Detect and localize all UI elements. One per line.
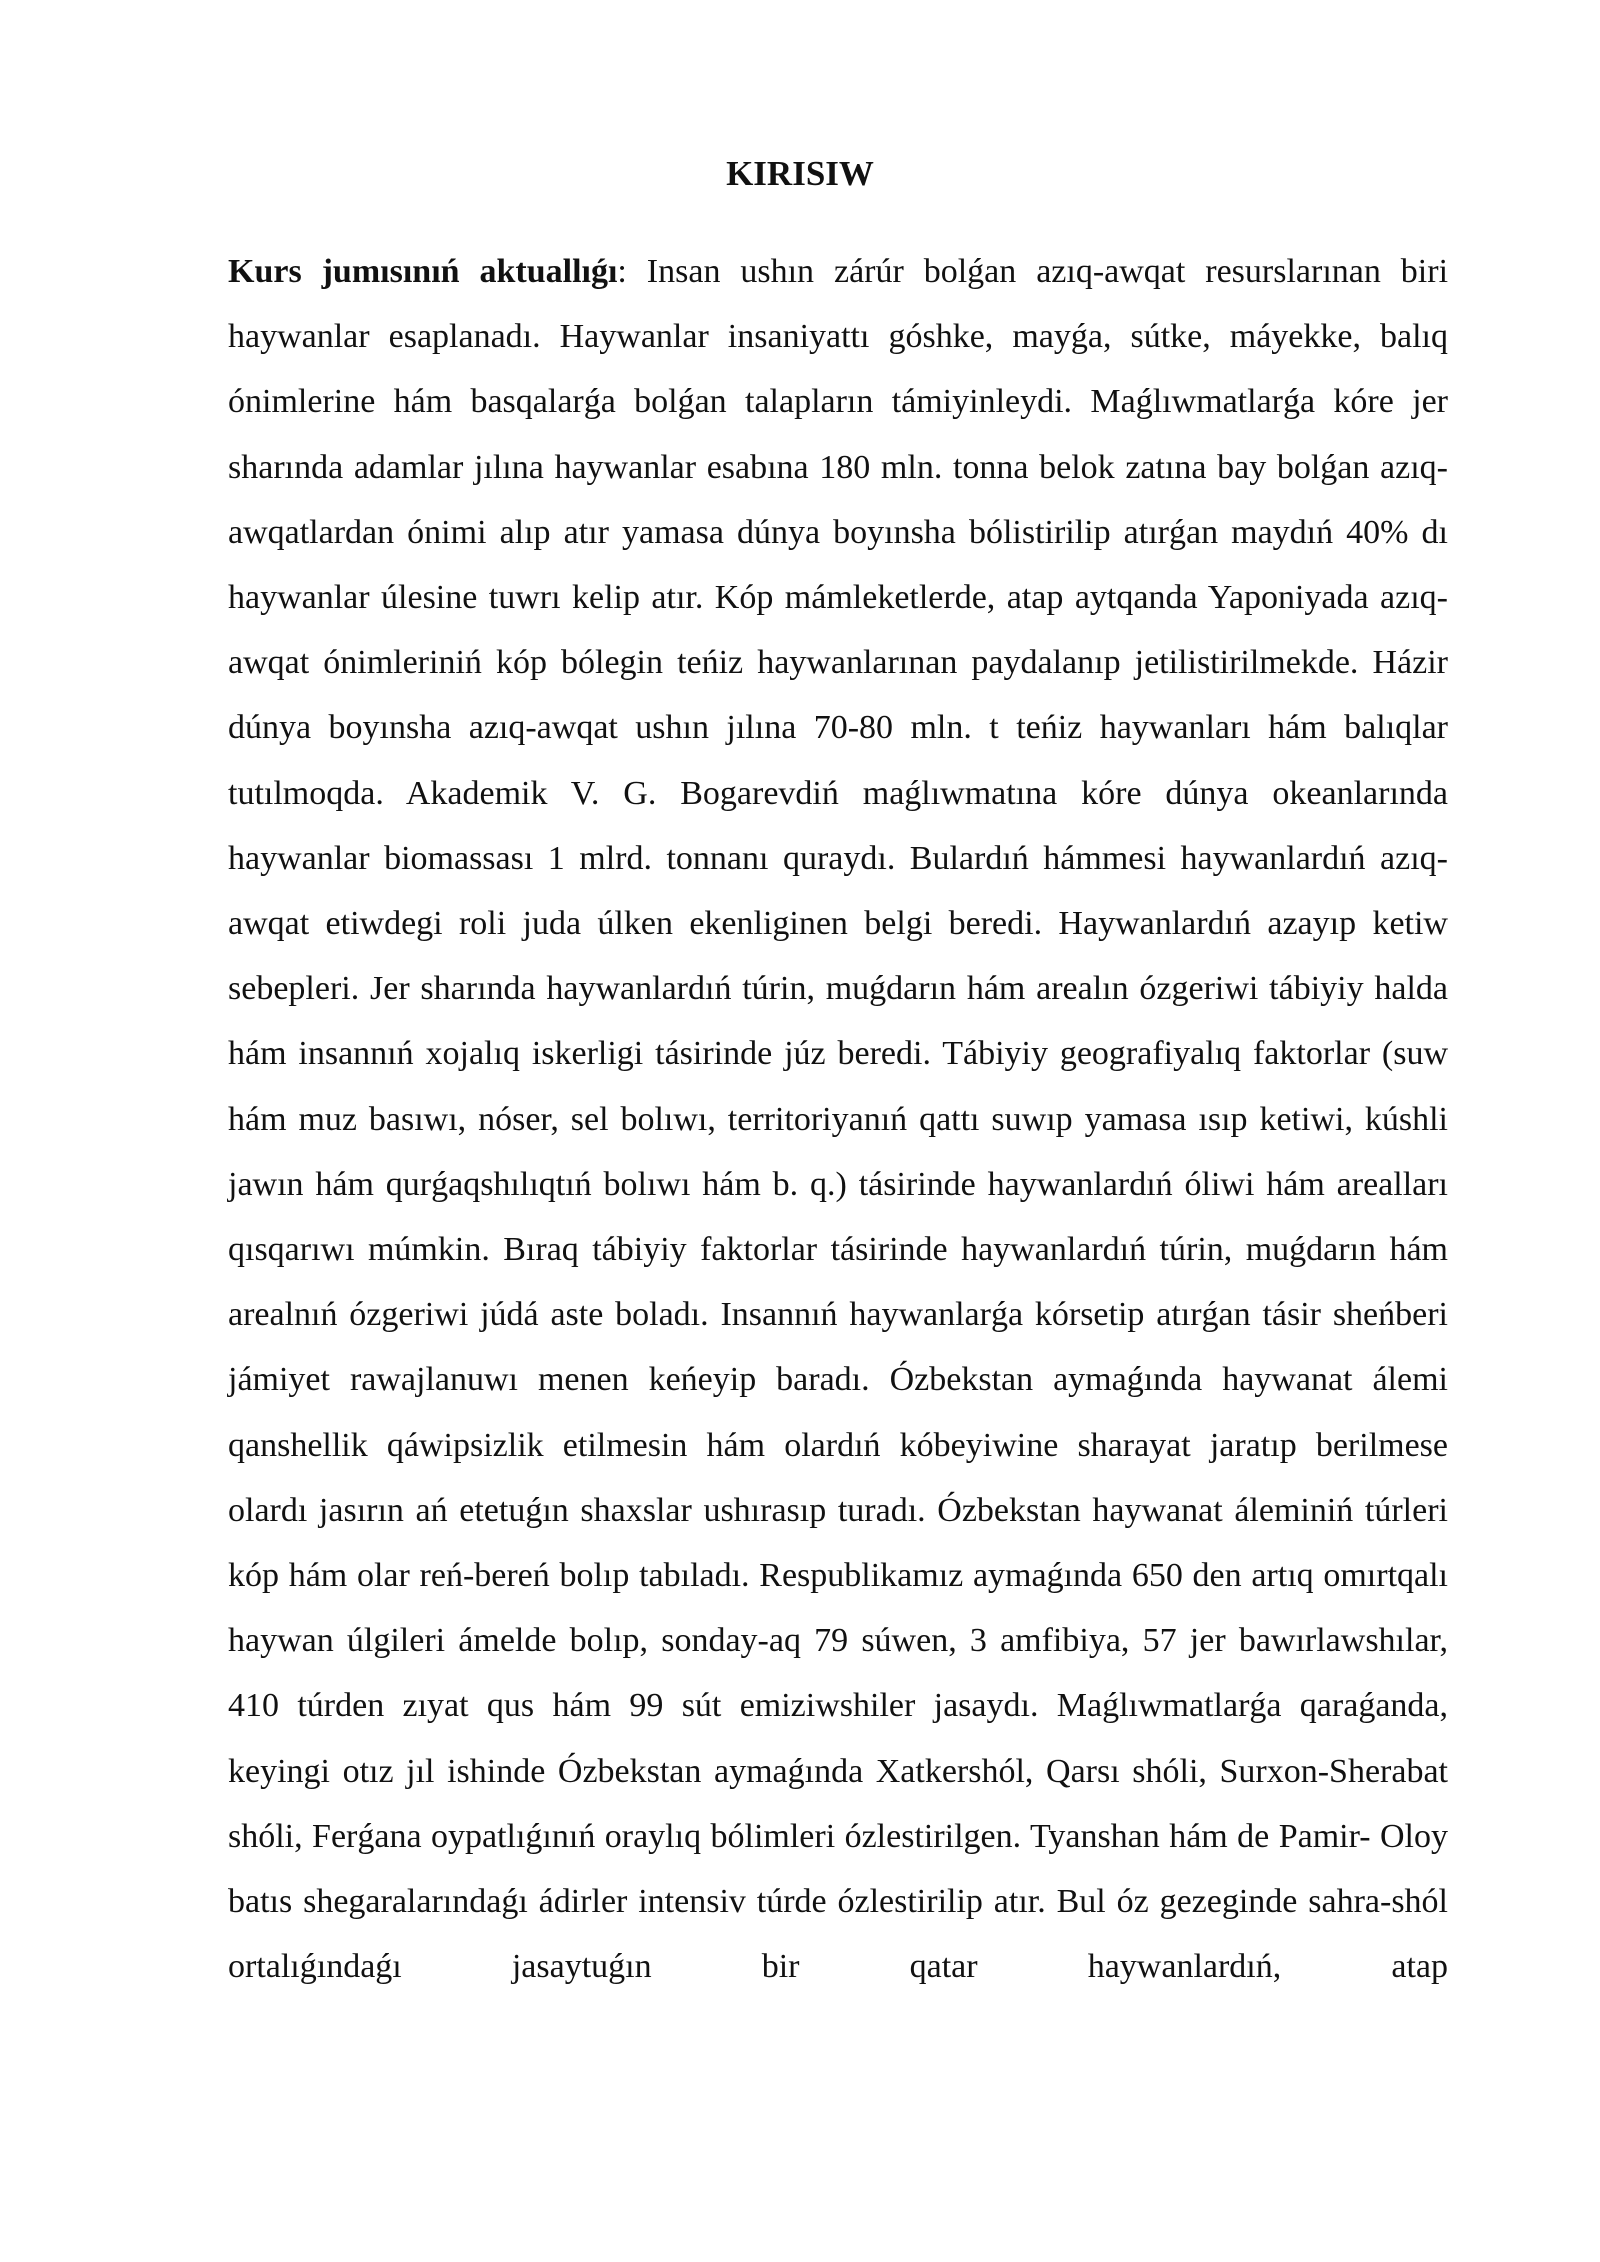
paragraph-lead: Kurs jumısınıń aktuallıǵı (228, 253, 618, 290)
page-title: KIRISIW (726, 154, 874, 193)
paragraph-text: : Insan ushın zárúr bolǵan azıq-awqat resurslarınan biri haywanlar esaplanadı. Haywanlar insaniyattı góshke, mayǵa, sútke, máyekke, balıq ónimlerine hám basqalarǵa bolǵan talapların támiyinleydi. Maǵlıwmatlarǵa kóre jer sharında adamlar jılına haywanlar esabına 180 mln. tonna belok zatına bay bolǵan azıq-awqatlardan ónimi alıp atır yamasa dúnya boyınsha bólistirilip atırǵan maydıń 40% dı haywanlar úlesine tuwrı kelip atır. Kóp mámleketlerde, atap aytqanda Yaponiyada azıq-awqat ónimleriniń kóp bólegin teńiz haywanlarınan paydalanıp jetilistirilmekde. Házir dúnya boyınsha azıq-awqat ushın jılına 70-80 mln. t teńiz haywanları hám balıqlar tutılmoqda. Akademik V. G. Bogarevdiń maǵlıwmatına kóre dúnya okeanlarında haywanlar biomassası 1 mlrd. tonnanı quraydı. Bulardıń hámmesi haywanlardıń azıq-awqat etiwdegi roli juda úlken ekenliginen belgi beredi. Haywanlardıń azayıp ketiw sebepleri. Jer sharında haywanlardıń túrin, muǵdarın hám arealın ózgeriwi tábiyiy halda hám insannıń xojalıq iskerligi tásirinde júz beredi. Tábiyiy geografiyalıq faktorlar (suw hám muz basıwı, nóser, sel bolıwı, territoriyanıń qattı suwıp yamasa ısıp ketiwi, kúshli jawın hám qurǵaqshılıqtıń bolıwı hám b. q.) tásirinde haywanlardıń óliwi hám arealları qısqarıwı múmkin. Bıraq tábiyiy faktorlar tásirinde haywanlardıń túrin, muǵdarın hám arealnıń ózgeriwi júdá aste boladı. Insannıń haywanlarǵa kórsetip atırǵan tásir sheńberi jámiyet rawajlanuwı menen keńeyip baradı. Ózbekstan aymaǵında haywanat álemi qanshellik qáwipsizlik etilmesin hám olardıń kóbeyiwine sharayat jaratıp berilmese olardı jasırın ań etetuǵın shaxslar ushırasıp turadı. Ózbekstan haywanat áleminiń túrleri kóp hám olar reń-bereń bolıp tabıladı. Respublikamız aymaǵında 650 den artıq omırtqalı haywan úlgileri ámelde bolıp, sonday-aq 79 súwen, 3 amfibiya, 57 jer bawırlawshılar, 410 túrden zıyat qus hám 99 sút emiziwshiler jasaydı. Maǵlıwmatlarǵa qaraǵanda, keyingi otız jıl ishinde Ózbekstan aymaǵında Xatkershól, Qarsı shóli, Surxon-Sherabat shóli, Ferǵana oypatlıǵınıń oraylıq bólimleri ózlestirilgen. Tyanshan hám de Pamir- Oloy batıs shegaralarındaǵı ádirler intensiv túrde ózlestirilip atır. Bul óz gezeginde sahra-shól ortalıǵındaǵı jasaytuǵın bir qatar haywanlardıń, atap (228, 253, 1449, 1986)
body-paragraph (228, 239, 1448, 1999)
